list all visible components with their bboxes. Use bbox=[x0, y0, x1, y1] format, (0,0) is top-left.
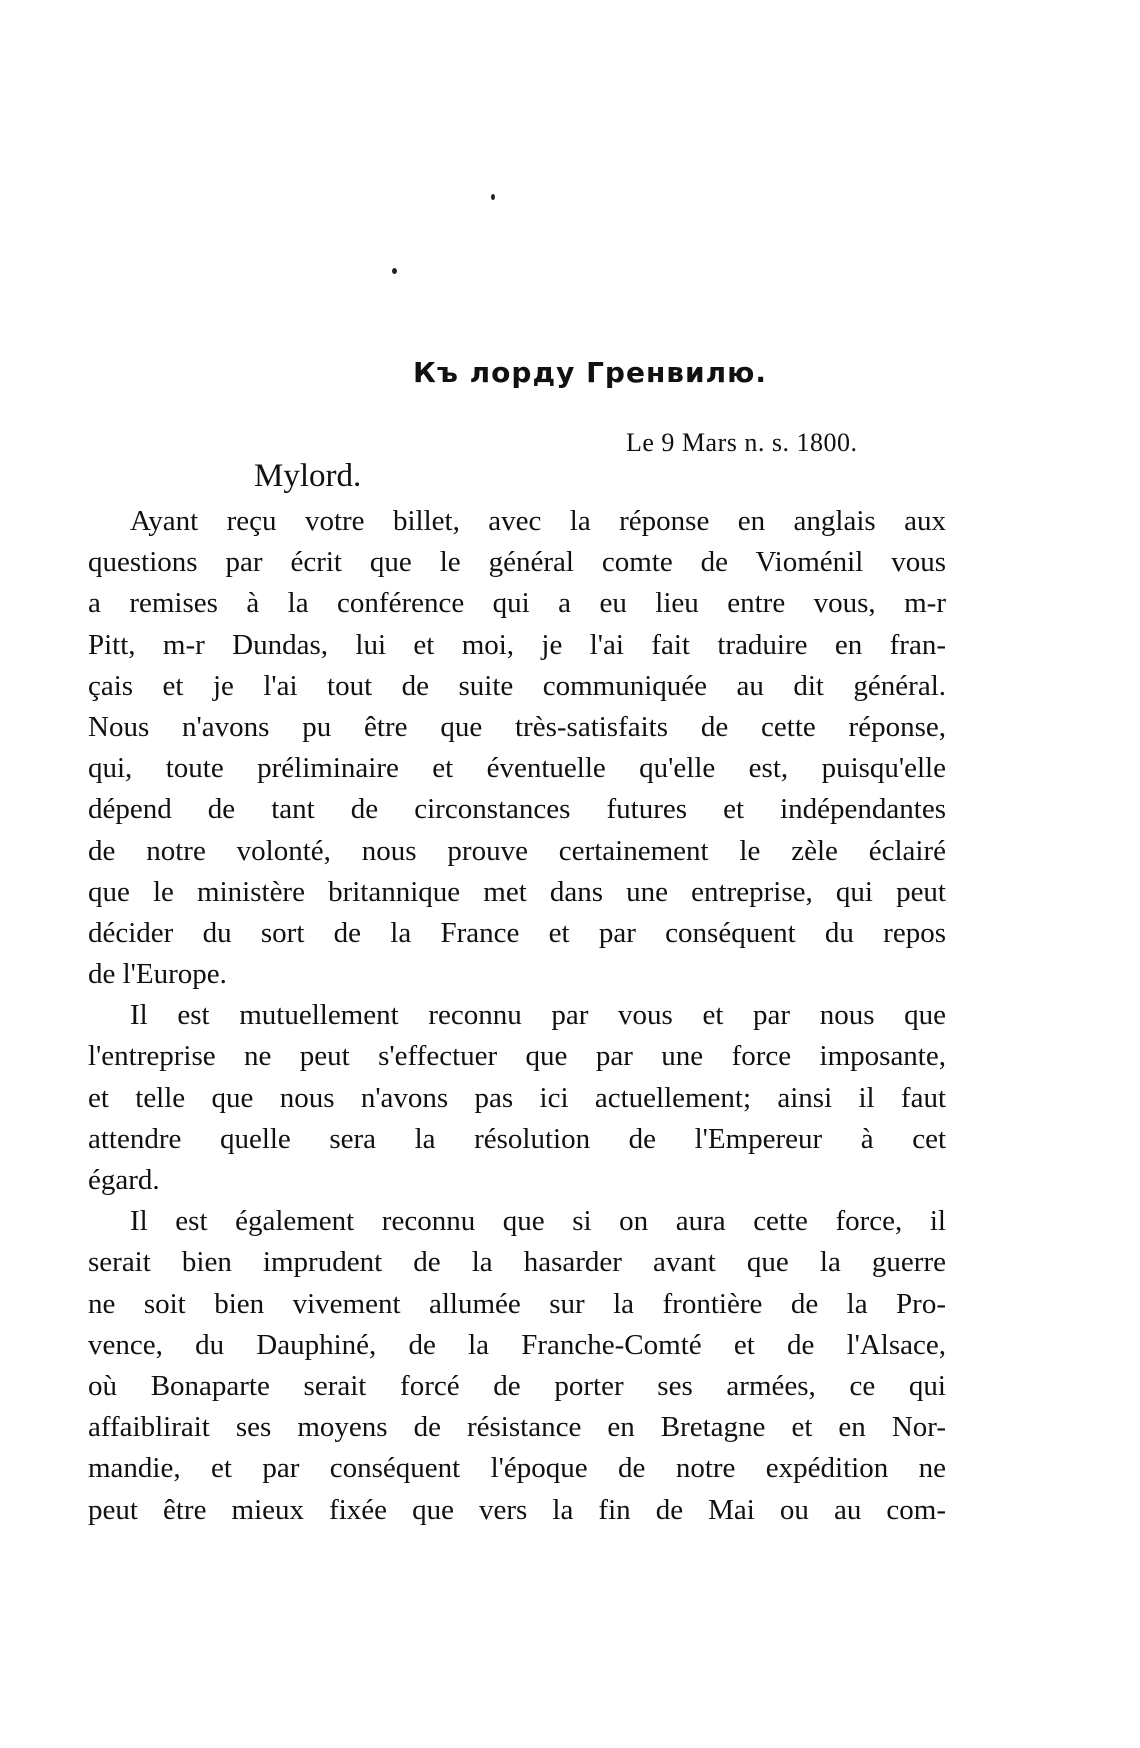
text-line: l'entreprise ne peut s'effectuer que par une force imposante, bbox=[88, 1040, 946, 1073]
ink-speck bbox=[491, 194, 495, 200]
text-line: dépend de tant de circonstances futures et indépendantes bbox=[88, 793, 946, 826]
text-line: attendre quelle sera la résolution de l'Empereur à cet bbox=[88, 1122, 946, 1155]
text-line: çais et je l'ai tout de suite communiquée au dit général. bbox=[88, 669, 946, 702]
text-line: Ayant reçu votre billet, avec la réponse en anglais aux bbox=[130, 505, 946, 537]
text-line: Pitt, m-r Dundas, lui et moi, je l'ai fait traduire en fran- bbox=[88, 628, 946, 661]
text-line: égard. bbox=[88, 1164, 160, 1196]
text-line: et telle que nous n'avons pas ici actuellement; ainsi il faut bbox=[88, 1081, 946, 1114]
text-line: Nous n'avons pu être que très-satisfaits de cette réponse, bbox=[88, 710, 946, 743]
text-line: mandie, et par conséquent l'époque de notre expédition ne bbox=[88, 1452, 946, 1485]
text-line: ne soit bien vivement allumée sur la frontière de la Pro- bbox=[88, 1287, 946, 1320]
text-line: vence, du Dauphiné, de la Franche-Comté et de l'Alsace, bbox=[88, 1328, 946, 1361]
text-line: questions par écrit que le général comte de Vioménil vous bbox=[88, 546, 946, 579]
letter-heading: Къ лорду Гренвилю. bbox=[413, 356, 767, 389]
text-line: affaiblirait ses moyens de résistance en Bretagne et en Nor- bbox=[88, 1411, 946, 1444]
text-line: a remises à la conférence qui a eu lieu entre vous, m-r bbox=[88, 587, 946, 620]
letter-salutation: Mylord. bbox=[254, 458, 362, 494]
text-line: qui, toute préliminaire et éventuelle qu'elle est, puisqu'elle bbox=[88, 752, 946, 785]
text-line: Il est mutuellement reconnu par vous et par nous que bbox=[130, 999, 946, 1032]
text-line: que le ministère britannique met dans une entreprise, qui peut bbox=[88, 875, 946, 908]
text-line: de notre volonté, nous prouve certainement le zèle éclairé bbox=[88, 834, 946, 867]
letter-body bbox=[88, 501, 946, 1531]
letter-date: Le 9 Mars n. s. 1800. bbox=[626, 428, 858, 457]
text-line: peut être mieux fixée que vers la fin de Mai ou au com- bbox=[88, 1493, 946, 1526]
text-line: de l'Europe. bbox=[88, 958, 227, 991]
text-line: serait bien imprudent de la hasarder avant que la guerre bbox=[88, 1246, 946, 1279]
text-line: décider du sort de la France et par conséquent du repos bbox=[88, 916, 946, 949]
text-line: où Bonaparte serait forcé de porter ses armées, ce qui bbox=[88, 1369, 946, 1402]
text-line: Il est également reconnu que si on aura cette force, il bbox=[130, 1205, 946, 1238]
ink-speck bbox=[392, 268, 397, 274]
